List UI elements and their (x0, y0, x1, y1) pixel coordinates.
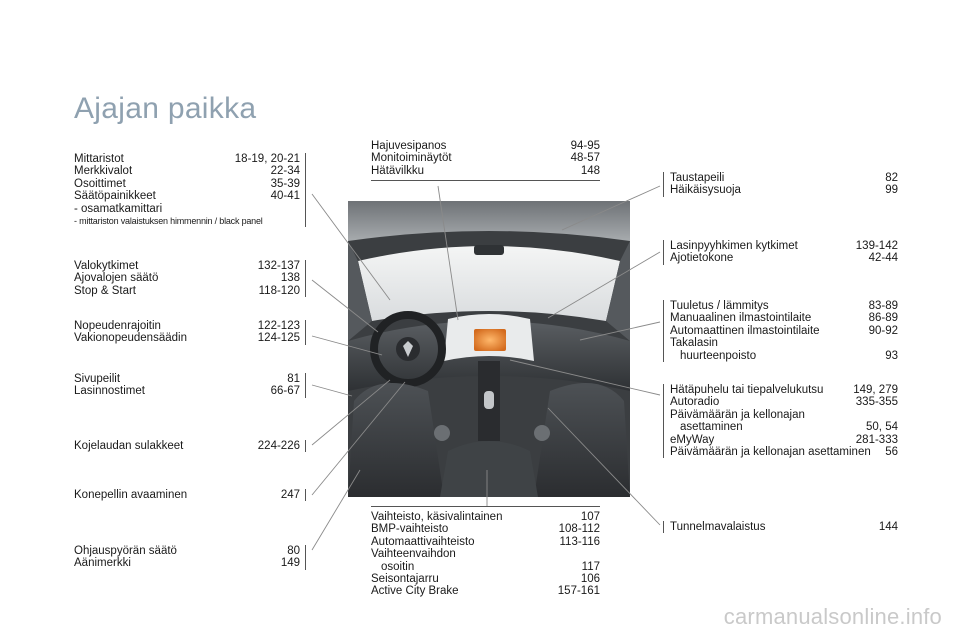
item-page: 42-44 (868, 252, 898, 265)
item-page: 50, 54 (866, 421, 898, 434)
item-page: 157-161 (557, 585, 600, 598)
item-page: 144 (878, 521, 898, 533)
watermark: carmanualsonline.info (723, 604, 942, 629)
item-page: 281-333 (855, 433, 898, 446)
group-mirrors (74, 373, 306, 398)
list-item (74, 260, 300, 272)
item-page: 48-57 (570, 152, 600, 165)
item-label: Kojelaudan sulakkeet (74, 440, 184, 452)
item-page: 107 (580, 511, 600, 523)
list-item (74, 165, 300, 177)
item-label: Äänimerkki (74, 557, 131, 570)
item-page: 139-142 (855, 240, 898, 252)
item-page: 149, 279 (853, 384, 898, 396)
item-page: 113-116 (559, 535, 600, 548)
group-steering (74, 545, 306, 570)
item-label: Lasinpyyhkimen kytkimet (670, 240, 798, 252)
item-label: Lasinnostimet (74, 385, 145, 398)
item-label: Hajuvesipanos (371, 140, 447, 152)
item-page: 40-41 (270, 190, 300, 203)
item-page: 66-67 (270, 385, 300, 398)
item-page: 86-89 (868, 312, 898, 325)
item-label: Konepellin avaaminen (74, 489, 188, 501)
item-page (294, 203, 300, 215)
list-item (74, 545, 300, 557)
item-page: 94-95 (570, 140, 600, 152)
list-item (74, 272, 300, 284)
item-label: Nopeudenrajoitin (74, 320, 161, 332)
list-item (371, 573, 600, 585)
list-item (371, 561, 600, 573)
item-label: Säätöpainikkeet (74, 190, 156, 203)
item-label: Manuaalinen ilmastointilaite (670, 312, 812, 325)
list-item (371, 511, 600, 523)
item-label: Autoradio (670, 396, 720, 409)
item-label: Hätävilkku (371, 164, 425, 177)
item-page: 90-92 (868, 324, 898, 337)
page-title: Ajajan paikka (74, 92, 257, 125)
group-top-center (371, 140, 600, 181)
list-item (371, 548, 600, 560)
item-page: 224-226 (257, 440, 300, 452)
list-item (74, 203, 300, 215)
item-label: Ajotietokone (670, 252, 734, 265)
item-label: Vaihteenvaihdon (371, 548, 456, 561)
rear-seat (440, 441, 538, 497)
item-page (892, 337, 898, 349)
list-item (74, 153, 300, 165)
group-bottom-center (371, 506, 600, 598)
list-item (371, 165, 600, 177)
item-label: osoitin (381, 560, 415, 573)
item-page: 149 (280, 557, 300, 570)
seat-detail-left (434, 425, 450, 441)
item-page: 122-123 (257, 320, 300, 332)
list-item (74, 320, 300, 332)
item-label: Ajovalojen säätö (74, 272, 159, 285)
list-item (670, 337, 898, 349)
display-screen (474, 329, 506, 351)
list-item (670, 300, 898, 312)
leader-mirrors (312, 385, 352, 396)
item-page (594, 548, 600, 560)
item-label: Vakionopeudensäädin (74, 332, 187, 345)
group-lights (74, 260, 306, 297)
list-item (371, 152, 600, 164)
item-page: 106 (580, 573, 600, 586)
item-label: Seisontajarru (371, 573, 439, 586)
list-item (74, 190, 300, 202)
list-item (74, 332, 300, 344)
list-item (371, 140, 600, 152)
list-item (74, 285, 300, 297)
group-audio (663, 384, 898, 458)
item-label: Mittaristot (74, 153, 124, 165)
list-item (74, 373, 300, 385)
item-label: Osoittimet (74, 177, 126, 190)
item-label: Tunnelmavalaistus (670, 521, 766, 533)
group-rear-mirror (663, 172, 898, 197)
item-label: Vaihteisto, käsivalintainen (371, 511, 503, 523)
list-item (670, 252, 898, 264)
list-item (74, 557, 300, 569)
list-item (74, 178, 300, 190)
list-item (670, 521, 898, 533)
item-page (892, 409, 898, 421)
group-instruments (74, 153, 306, 227)
list-item (670, 396, 898, 408)
item-page: 81 (287, 373, 300, 385)
list-item (670, 446, 898, 458)
item-label: Taustapeili (670, 172, 725, 184)
item-label: Takalasin (670, 337, 718, 350)
item-page: 80 (287, 545, 300, 557)
item-page: 118-120 (258, 284, 300, 297)
item-label: Stop & Start (74, 284, 137, 297)
item-page: 132-137 (257, 260, 300, 272)
item-page: 138 (280, 272, 300, 285)
list-item (74, 489, 300, 501)
item-label: Häikäisysuoja (670, 184, 741, 197)
list-item (371, 523, 600, 535)
item-page: 117 (581, 560, 600, 573)
item-label: eMyWay (670, 433, 715, 446)
group-ambient (663, 521, 898, 533)
item-label: BMP-vaihteisto (371, 523, 449, 536)
list-item (670, 434, 898, 446)
item-label: Ohjauspyörän säätö (74, 545, 177, 557)
rear-mirror-shape (474, 245, 504, 255)
item-label: huurteenpoisto (680, 349, 757, 362)
item-page: 247 (280, 489, 300, 501)
item-label: Monitoiminäytöt (371, 152, 452, 165)
list-item (670, 312, 898, 324)
item-label: Sivupeilit (74, 373, 121, 385)
item-page: 56 (885, 446, 898, 459)
item-page: 22-34 (270, 165, 300, 178)
list-item (670, 184, 898, 196)
item-label: Valokytkimet (74, 260, 139, 272)
item-page: 148 (580, 164, 600, 177)
gear-lever (484, 391, 494, 409)
item-label: asettaminen (680, 421, 743, 434)
list-item (74, 215, 300, 227)
seat-detail-right (534, 425, 550, 441)
list-item (74, 385, 300, 397)
group-wipers (663, 240, 898, 265)
list-item (670, 409, 898, 421)
item-page: 35-39 (270, 177, 300, 190)
item-label: - osamatkamittari (74, 202, 163, 215)
list-item (670, 240, 898, 252)
item-label: Merkkivalot (74, 165, 133, 178)
item-label: Päivämäärän ja kellonajan asettaminen (670, 446, 871, 459)
item-label: Hätäpuhelu tai tiepalvelukutsu (670, 384, 824, 396)
item-page: 108-112 (558, 523, 600, 536)
item-page: 99 (885, 184, 898, 197)
item-page: 82 (885, 172, 898, 184)
list-item (670, 325, 898, 337)
item-page: 83-89 (868, 300, 898, 312)
windscreen (358, 246, 620, 321)
item-page: 93 (885, 349, 898, 362)
dashboard-illustration (348, 201, 630, 497)
item-label: Active City Brake (371, 585, 459, 598)
item-label: Tuuletus / lämmitys (670, 300, 769, 312)
list-item (371, 585, 600, 597)
group-fuses (74, 440, 306, 452)
list-item (670, 421, 898, 433)
item-label: - mittariston valaistuksen himmennin / black panel (74, 216, 263, 227)
item-page: 18-19, 20-21 (234, 153, 300, 165)
item-label: Automaattivaihteisto (371, 535, 475, 548)
item-page (294, 215, 300, 227)
list-item (670, 172, 898, 184)
item-label: Päivämäärän ja kellonajan (670, 408, 805, 421)
list-item (670, 350, 898, 362)
item-page: 124-125 (257, 332, 300, 345)
list-item (670, 384, 898, 396)
item-page: 335-355 (855, 396, 898, 409)
list-item (371, 536, 600, 548)
item-label: Automaattinen ilmastointilaite (670, 324, 820, 337)
group-climate (663, 300, 898, 362)
list-item (74, 440, 300, 452)
group-bonnet (74, 489, 306, 501)
group-speed (74, 320, 306, 345)
